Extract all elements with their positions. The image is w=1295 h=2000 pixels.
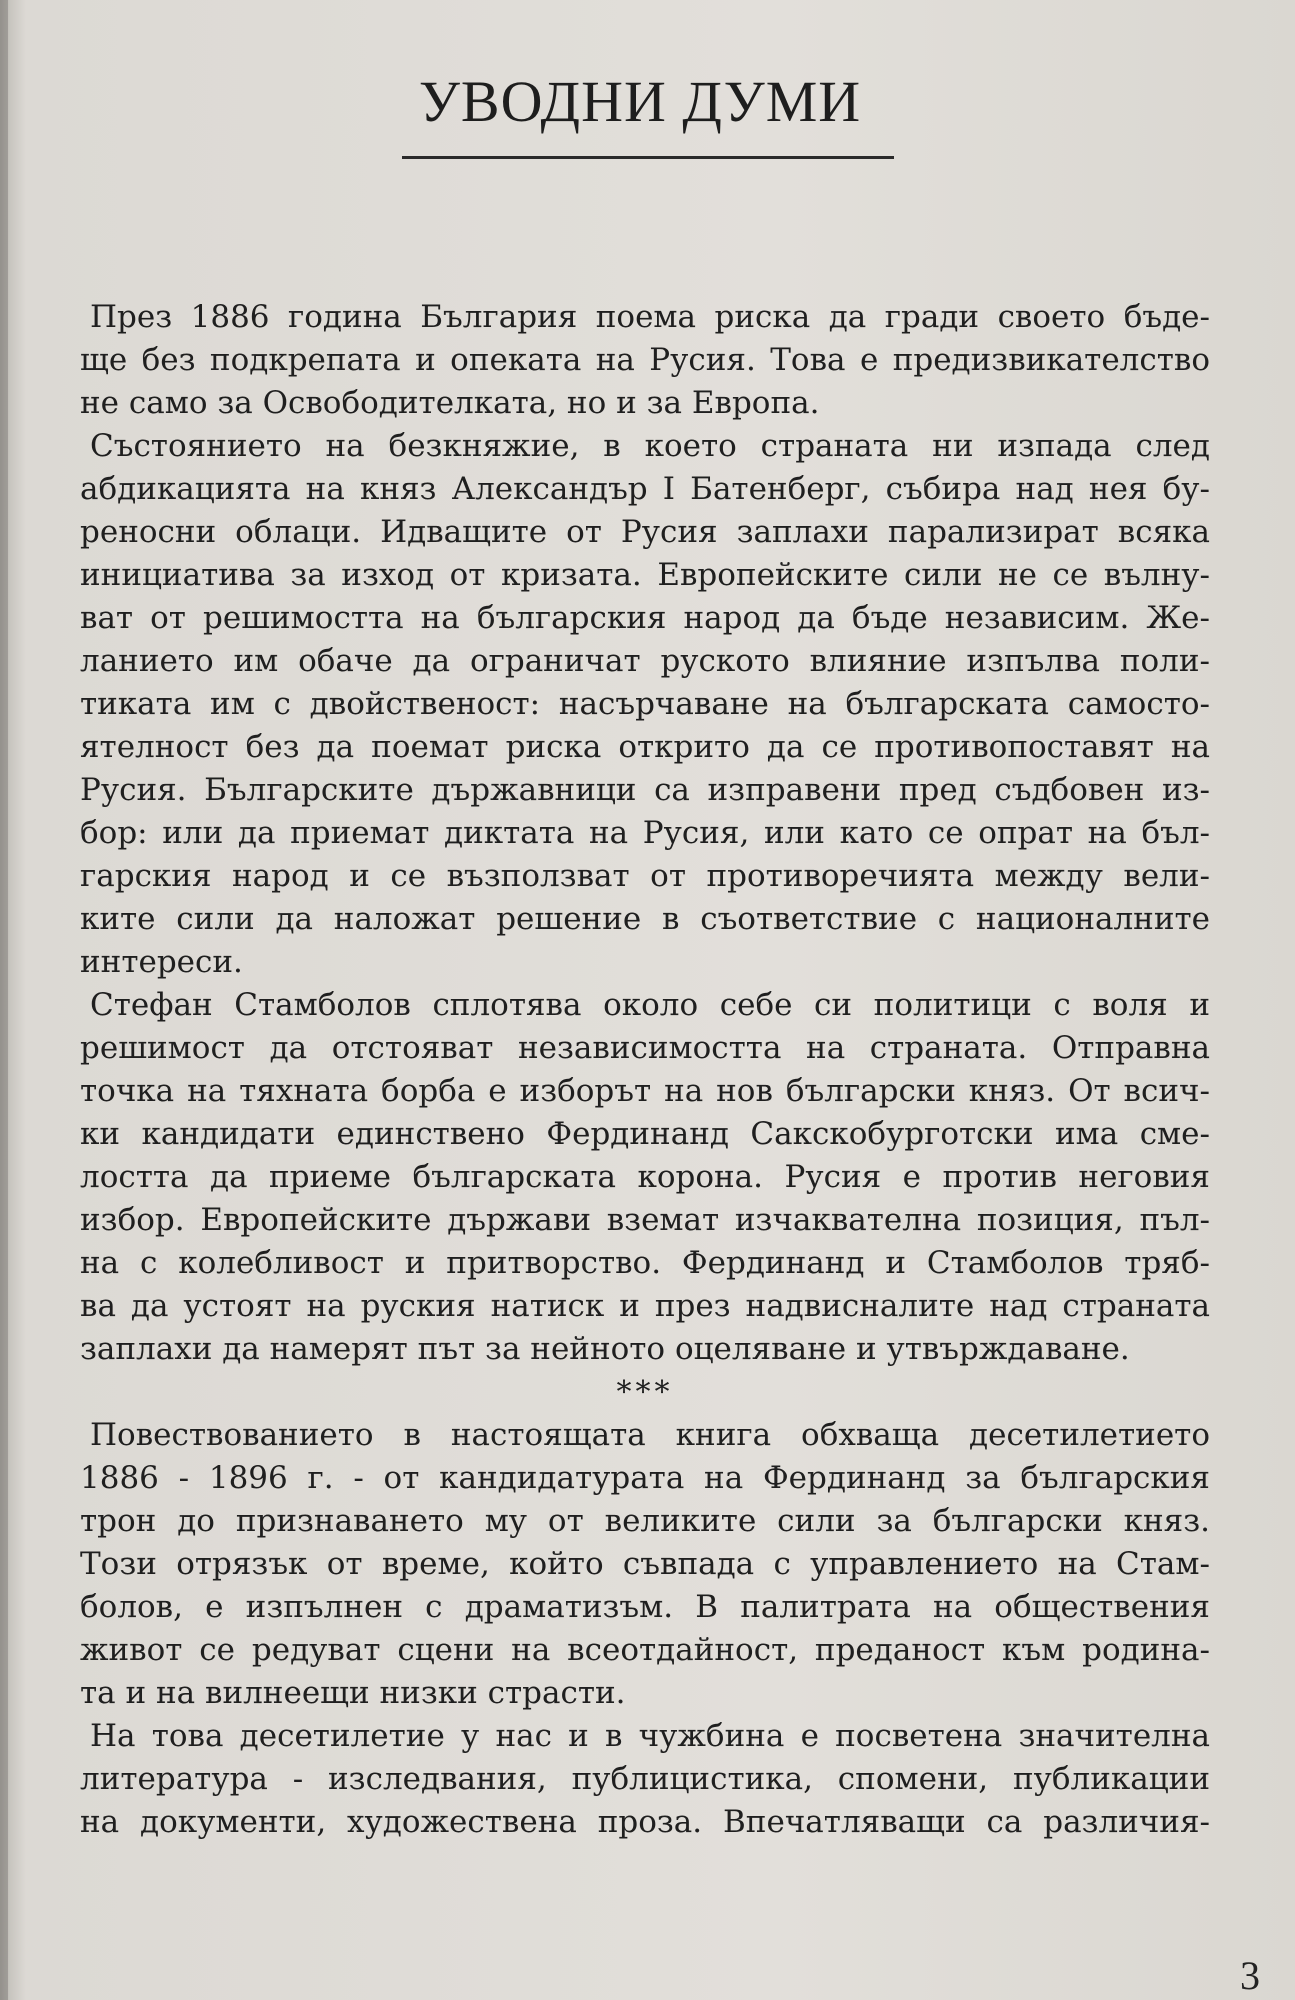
text-line: инициатива за изход от кризата. Европейските сили не се вълну-: [80, 557, 1210, 593]
text-line: точка на тяхната борба е изборът на нов български княз. От всич-: [80, 1073, 1210, 1109]
text-line: ват от решимостта на българския народ да бъде независим. Же-: [80, 600, 1210, 636]
section-separator: ***: [616, 1375, 674, 1410]
text-line: интереси.: [80, 944, 243, 980]
text-line: ще без подкрепата и опеката на Русия. Това е предизвикателство: [80, 342, 1210, 378]
text-line: гарския народ и се възползват от противоречията между вели-: [80, 858, 1210, 894]
text-line: Повествованието в настоящата книга обхваща десетилетието: [90, 1417, 1210, 1453]
text-line: решимост да отстояват независимостта на страната. Отправна: [80, 1030, 1210, 1066]
text-line: болов, е изпълнен с драматизъм. В палитрата на обществения: [80, 1589, 1210, 1625]
text-line: ки кандидати единствено Фердинанд Сакскобурготски има сме-: [80, 1116, 1210, 1152]
text-line: избор. Европейските държави вземат изчаквателна позиция, пъл-: [80, 1202, 1210, 1238]
text-line: През 1886 година България поема риска да гради своето бъде-: [90, 299, 1210, 335]
text-line: На това десетилетие у нас и в чужбина е посветена значителна: [90, 1718, 1210, 1754]
text-line: Този отрязък от време, който съвпада с управлението на Стам-: [80, 1546, 1210, 1582]
text-line: та и на вилнеещи низки страсти.: [80, 1675, 626, 1711]
text-line: абдикацията на княз Александър I Батенберг, събира над нея бу-: [80, 471, 1210, 507]
title-underline: [402, 156, 894, 159]
text-line: Русия. Българските държавници са изправени пред съдбовен из-: [80, 772, 1210, 808]
page-number: 3: [1240, 1953, 1260, 1998]
text-line: ките сили да наложат решение в съответствие с националните: [80, 901, 1210, 937]
text-line: на с колебливост и притворство. Фердинанд и Стамболов тряб-: [80, 1245, 1210, 1281]
text-line: лостта да приеме българската корона. Русия е против неговия: [80, 1159, 1210, 1195]
text-line: не само за Освободителката, но и за Европа.: [80, 385, 820, 421]
body-text: [80, 296, 1210, 1844]
text-line: ва да устоят на руския натиск и през надвисналите над страната: [80, 1288, 1210, 1324]
text-line: Състоянието на безкняжие, в което страната ни изпада след: [90, 428, 1210, 464]
text-line: Стефан Стамболов сплотява около себе си политици с воля и: [90, 987, 1210, 1023]
spine-shadow: [0, 0, 8, 2000]
page-title: УВОДНИ ДУМИ: [418, 69, 862, 134]
text-line: на документи, художествена проза. Впечатляващи са различия-: [80, 1804, 1210, 1840]
text-line: ятелност без да поемат риска открито да се противопоставят на: [80, 729, 1210, 765]
text-line: трон до признаването му от великите сили за български княз.: [80, 1503, 1210, 1539]
text-line: бор: или да приемат диктата на Русия, или като се опрат на бъл-: [80, 815, 1210, 851]
text-line: ланието им обаче да ограничат руското влияние изпълва поли-: [80, 643, 1210, 679]
text-line: литература - изследвания, публицистика, спомени, публикации: [80, 1761, 1210, 1797]
text-line: 1886 - 1896 г. - от кандидатурата на Фердинанд за българския: [80, 1460, 1210, 1496]
text-line: заплахи да намерят път за нейното оцеляване и утвърждаване.: [80, 1331, 1130, 1367]
text-line: живот се редуват сцени на всеотдайност, преданост към родина-: [80, 1632, 1210, 1668]
text-line: тиката им с двойственост: насърчаване на българската самосто-: [80, 686, 1210, 722]
text-line: реносни облаци. Идващите от Русия заплахи парализират всяка: [80, 514, 1210, 550]
